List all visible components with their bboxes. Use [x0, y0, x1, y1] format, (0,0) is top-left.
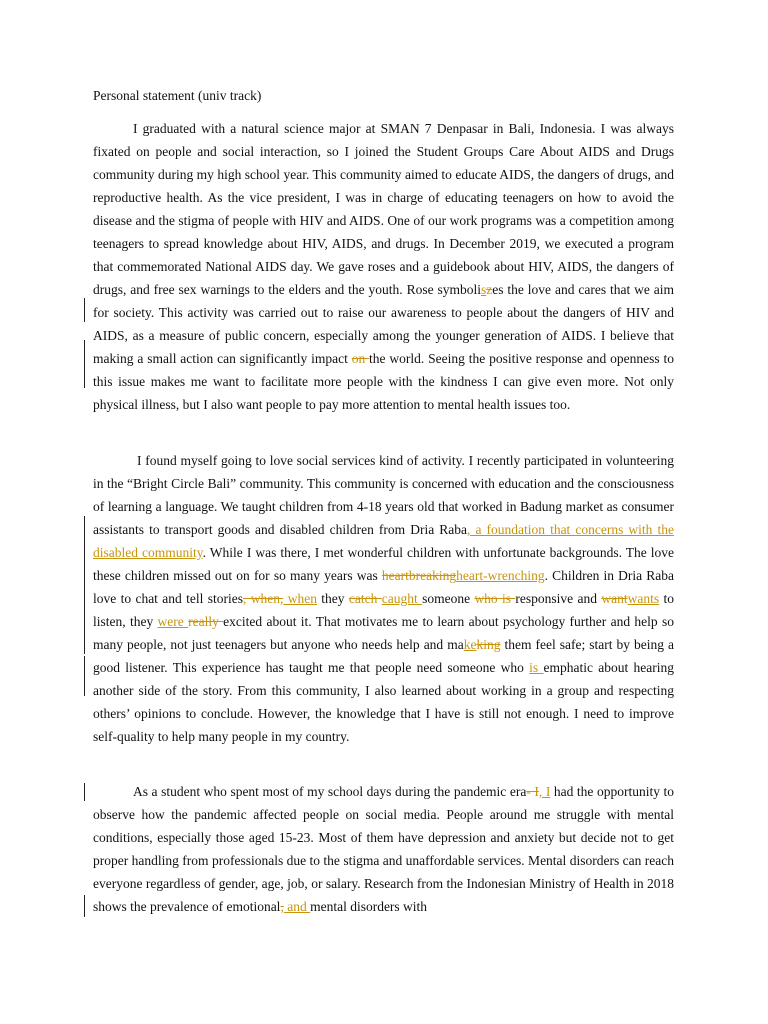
- tracked-deletion: catch: [348, 591, 382, 606]
- change-bar: [84, 783, 85, 801]
- text-run: them feel safe; start by being a good listener. This experience has taught me that people need someone who: [93, 637, 674, 675]
- change-bar: [84, 656, 85, 696]
- text-run: As a student who spent most of my school days during the pandemic era: [133, 784, 527, 799]
- text-run: had the opportunity to observe how the pandemic affected people on social media. People around me struggle with mental conditions, especially those aged 15-23. Most of them have depression and anxiety but decide not to get proper handling from professionals due to the stigma and unaffordable services. Mental disorders can reach everyone regardless of gender, age, job, or salary. Research from the Indonesian Ministry of Health in 2018 shows the prevalence of emotional: [93, 784, 674, 914]
- paragraph-pandemic-mental-health: [93, 780, 674, 918]
- text-run: excited about it. That motivates me to learn about psychology further and help so many people, not just teenagers but anyone who needs help and ma: [93, 614, 674, 652]
- paragraph-bright-circle-bali: [93, 449, 674, 748]
- tracked-deletion: king: [476, 637, 501, 652]
- change-bar: [84, 340, 85, 388]
- tracked-deletion: z: [486, 282, 493, 297]
- text-run: to listen, they: [93, 591, 674, 629]
- tracked-deletion: who is: [474, 591, 516, 606]
- tracked-insertion: wants: [627, 591, 660, 606]
- tracked-deletion: , when,: [242, 591, 284, 606]
- text-run: es the love and cares that we aim for society. This activity was carried out to raise our awareness to people about the dangers of HIV and AIDS, as a measure of public concern, especially among the younger generation of AIDS. I believe that making a small action can significantly impact: [93, 282, 675, 366]
- text-run: . While I was there, I met wonderful children with unfortunate backgrounds. The love these children missed out on for so many years was: [93, 545, 674, 583]
- text-run: I found myself going to love social services kind of activity. I recently participated in volunteering in the “Bright Circle Bali” community. This community is concerned with education and the consciousness of learning a language. We taught children from 4-18 years old that worked in Badung market as consumer assistants to transport goods and disabled children from Dria Raba: [93, 453, 674, 537]
- document-title: Personal statement (univ track): [93, 88, 262, 103]
- tracked-deletion: heartbreaking: [381, 568, 457, 583]
- tracked-deletion: really: [188, 614, 224, 629]
- tracked-insertion: were: [157, 614, 189, 629]
- tracked-insertion: , a foundation that concerns with the disabled community: [93, 522, 674, 560]
- paragraph-aids-community: [93, 117, 674, 416]
- text-run: they: [316, 591, 349, 606]
- text-run: emphatic about hearing another side of the story. From this community, I also learned about working in a group and respecting others’ opinions to conclude. However, the knowledge that I have is still not enough. I need to improve self-quality to help many people in my country.: [93, 660, 674, 744]
- text-run: I graduated with a natural science major at SMAN 7 Denpasar in Bali, Indonesia. I was always fixated on people and social interaction, so I joined the Student Groups Care About AIDS and Drugs community during my high school year. This community aimed to educate AIDS, the dangers of drugs, and reproductive health. As the vice president, I was in charge of educating teenagers on how to avoid the disease and the stigma of people with HIV and AIDS. One of our work programs was a competition among teenagers to spread knowledge about HIV, AIDS, and drugs. In December 2019, we executed a program that commemorated National AIDS day. We gave roses and a guidebook about HIV, AIDS, the dangers of drugs, and free sex warnings to the elders and the youth. Rose symboli: [93, 121, 674, 297]
- tracked-insertion: when: [283, 591, 317, 606]
- tracked-deletion: on: [351, 351, 370, 366]
- tracked-deletion: - I: [526, 784, 539, 799]
- tracked-insertion: ke: [463, 637, 477, 652]
- tracked-deletion: ,: [280, 899, 284, 914]
- tracked-insertion: is: [529, 660, 544, 675]
- change-bar: [84, 298, 85, 322]
- text-run: . Children in Dria Raba love to chat and tell stories: [93, 568, 674, 606]
- text-run: responsive and: [515, 591, 602, 606]
- tracked-insertion: , I: [538, 784, 551, 799]
- tracked-insertion: heart-wrenching: [456, 568, 545, 583]
- change-bar: [84, 516, 85, 654]
- text-run: someone: [422, 591, 475, 606]
- change-bar: [84, 895, 85, 917]
- text-run: mental disorders with: [310, 899, 428, 914]
- tracked-insertion: and: [283, 899, 311, 914]
- tracked-deletion: want: [601, 591, 628, 606]
- tracked-insertion: s: [481, 282, 487, 297]
- tracked-insertion: caught: [381, 591, 423, 606]
- text-run: the world. Seeing the positive response and openness to this issue makes me want to facilitate more people with the kindness I can give even more. Not only physical illness, but I also want people to pay more attention to mental health issues too.: [93, 351, 674, 412]
